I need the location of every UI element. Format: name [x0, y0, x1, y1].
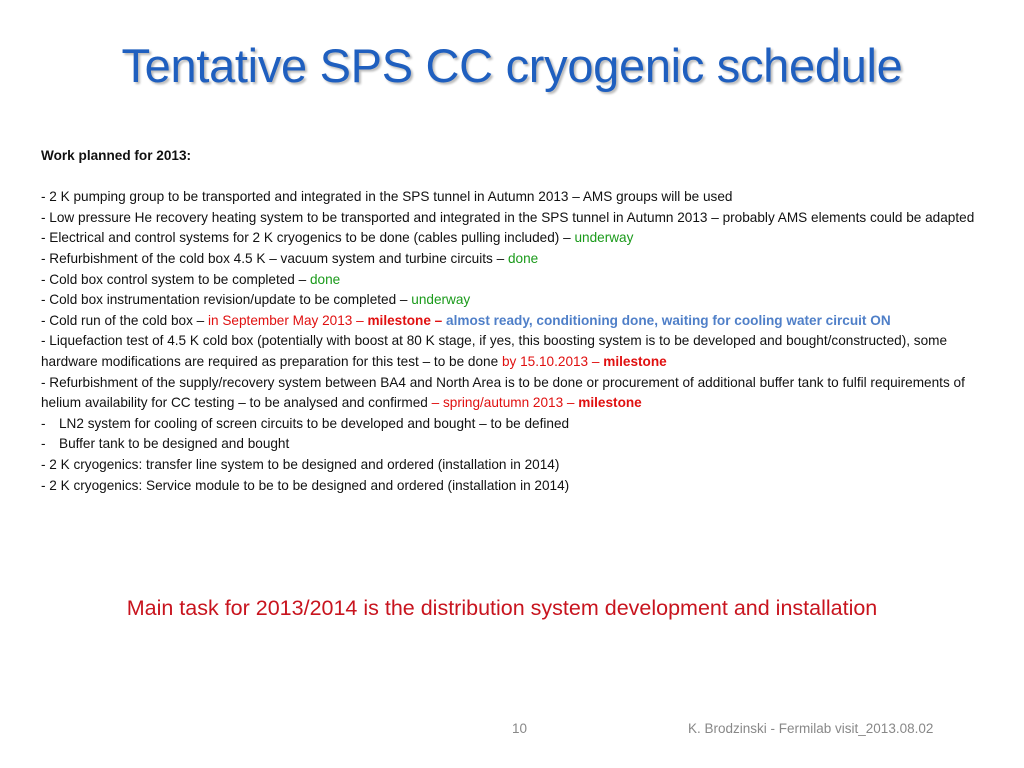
status-done: done: [507, 250, 539, 266]
milestone-label: milestone: [603, 353, 667, 369]
list-item: [41, 331, 996, 372]
item-text: - Cold box control system to be completed –: [41, 271, 310, 287]
list-item: [41, 476, 996, 497]
status-underway: underway: [411, 292, 471, 308]
blank-line: [41, 167, 996, 188]
milestone-label: milestone: [578, 395, 642, 411]
list-item: [41, 414, 996, 435]
list-item: [41, 311, 996, 332]
footer-text: K. Brodzinski - Fermilab visit_2013.08.02: [688, 721, 934, 736]
item-text: - Electrical and control systems for 2 K cryogenics to be done (cables pulling included) –: [41, 230, 575, 246]
item-dash: -: [41, 436, 46, 452]
slide-title: Tentative SPS CC cryogenic schedule: [121, 39, 903, 92]
list-item: [41, 434, 996, 455]
item-text: LN2 system for cooling of screen circuits to be developed and bought – to be defined: [59, 415, 570, 431]
section-heading: Work planned for 2013:: [41, 148, 192, 163]
item-text: - Cold run of the cold box –: [41, 312, 208, 328]
status-done: done: [309, 271, 341, 287]
item-text: - 2 K cryogenics: Service module to be to be designed and ordered (installation in 2014): [41, 477, 570, 493]
list-item: [41, 373, 996, 414]
item-dash: -: [41, 415, 46, 431]
page-number: 10: [512, 721, 528, 736]
list-item: [41, 208, 996, 229]
item-text: - Cold box instrumentation revision/update to be completed –: [41, 292, 412, 308]
milestone-label: milestone –: [367, 312, 443, 328]
schedule-date: by 15.10.2013 –: [501, 353, 604, 369]
item-text: - Refurbishment of the cold box 4.5 K – vacuum system and turbine circuits –: [41, 250, 508, 266]
item-text: - Liquefaction test of 4.5 K cold box (potentially with boost at 80 K stage, if yes, this boosting system is to be developed and bought/constructed), some hardware modifications are required as preparation for this test – to be done: [41, 333, 948, 369]
item-text: - 2 K cryogenics: transfer line system to be designed and ordered (installation in 2014): [41, 456, 560, 472]
list-item: [41, 228, 996, 249]
slide-body: [41, 146, 996, 496]
list-item: [41, 187, 996, 208]
schedule-date: in September May 2013 –: [208, 312, 368, 328]
item-text: - Low pressure He recovery heating system to be transported and integrated in the SPS tunnel in Autumn 2013 – probably AMS elements could be adapted: [41, 209, 975, 225]
main-task-statement: Main task for 2013/2014 is the distribution system development and installation: [126, 596, 878, 620]
list-item: [41, 270, 996, 291]
list-item: [41, 290, 996, 311]
item-text: Buffer tank to be designed and bought: [59, 436, 290, 452]
status-underway: underway: [574, 230, 634, 246]
status-note: almost ready, conditioning done, waiting for cooling water circuit ON: [442, 312, 891, 328]
list-item: [41, 249, 996, 270]
item-text: - 2 K pumping group to be transported and integrated in the SPS tunnel in Autumn 2013 – AMS groups will be used: [41, 189, 733, 205]
item-text: - Refurbishment of the supply/recovery system between BA4 and North Area is to be done or procurement of additional buffer tank to fulfil requirements of helium availability for CC testing – to be analysed and confirmed: [41, 374, 965, 411]
list-item: [41, 455, 996, 476]
schedule-date: – spring/autumn 2013 –: [431, 395, 579, 411]
